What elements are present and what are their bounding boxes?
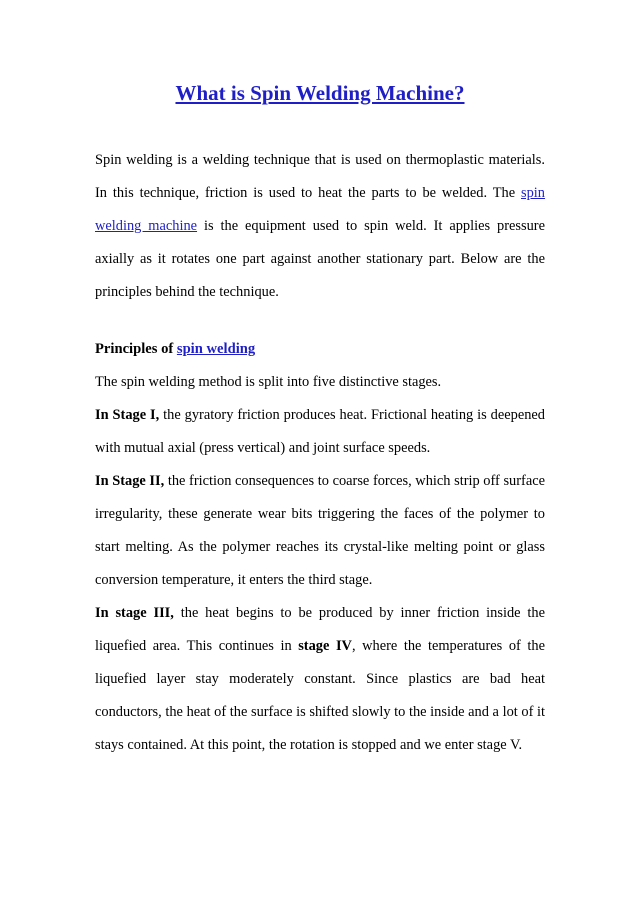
stage-2-lead: In Stage II,: [95, 473, 165, 489]
section-heading: [95, 333, 545, 366]
section-heading-prefix: Principles of: [95, 341, 177, 357]
stages-intro-text: The spin welding method is split into five distinctive stages.: [95, 374, 442, 390]
intro-text-2: is the equipment used to spin weld. It applies pressure axially as it rotates one part against another stationary part. Below are the principles behind the technique.: [95, 218, 545, 300]
section-spacer: [95, 309, 545, 333]
stage-1-text: the gyratory friction produces heat. Frictional heating is deepened with mutual axial (press vertical) and joint surface speeds.: [95, 407, 545, 456]
stage-2-paragraph: [95, 465, 545, 597]
intro-paragraph: [95, 144, 545, 309]
stage-3-paragraph: [95, 597, 545, 762]
stages-intro-paragraph: [95, 366, 545, 399]
spin-welding-link[interactable]: spin welding: [176, 341, 256, 357]
stage-3-lead: In stage III,: [95, 605, 174, 621]
title-link[interactable]: What is Spin Welding Machine?: [175, 81, 465, 105]
stage-4-lead: stage IV: [298, 638, 352, 654]
intro-text-1: Spin welding is a welding technique that is used on thermoplastic materials. In this technique, friction is used to heat the parts to be welded. The: [95, 152, 545, 201]
stage-3-text-1: the heat begins to be produced by inner friction inside the liquefied area. This continues in: [95, 605, 545, 654]
spin-welding-machine-link[interactable]: spin welding machine: [95, 185, 545, 234]
stage-2-text: the friction consequences to coarse forces, which strip off surface irregularity, these generate wear bits triggering the faces of the polymer to start melting. As the polymer reaches its crystal-like melting point or glass conversion temperature, it enters the third stage.: [95, 473, 545, 588]
page-title: [95, 80, 545, 106]
stage-1-paragraph: [95, 399, 545, 465]
stage-3-text-2: , where the temperatures of the liquefied layer stay moderately constant. Since plastics are bad heat conductors, the heat of the surface is shifted slowly to the inside and a lot of it stays contained. At this point, the rotation is stopped and we enter stage V.: [95, 638, 545, 753]
stage-1-lead: In Stage I,: [95, 407, 160, 423]
